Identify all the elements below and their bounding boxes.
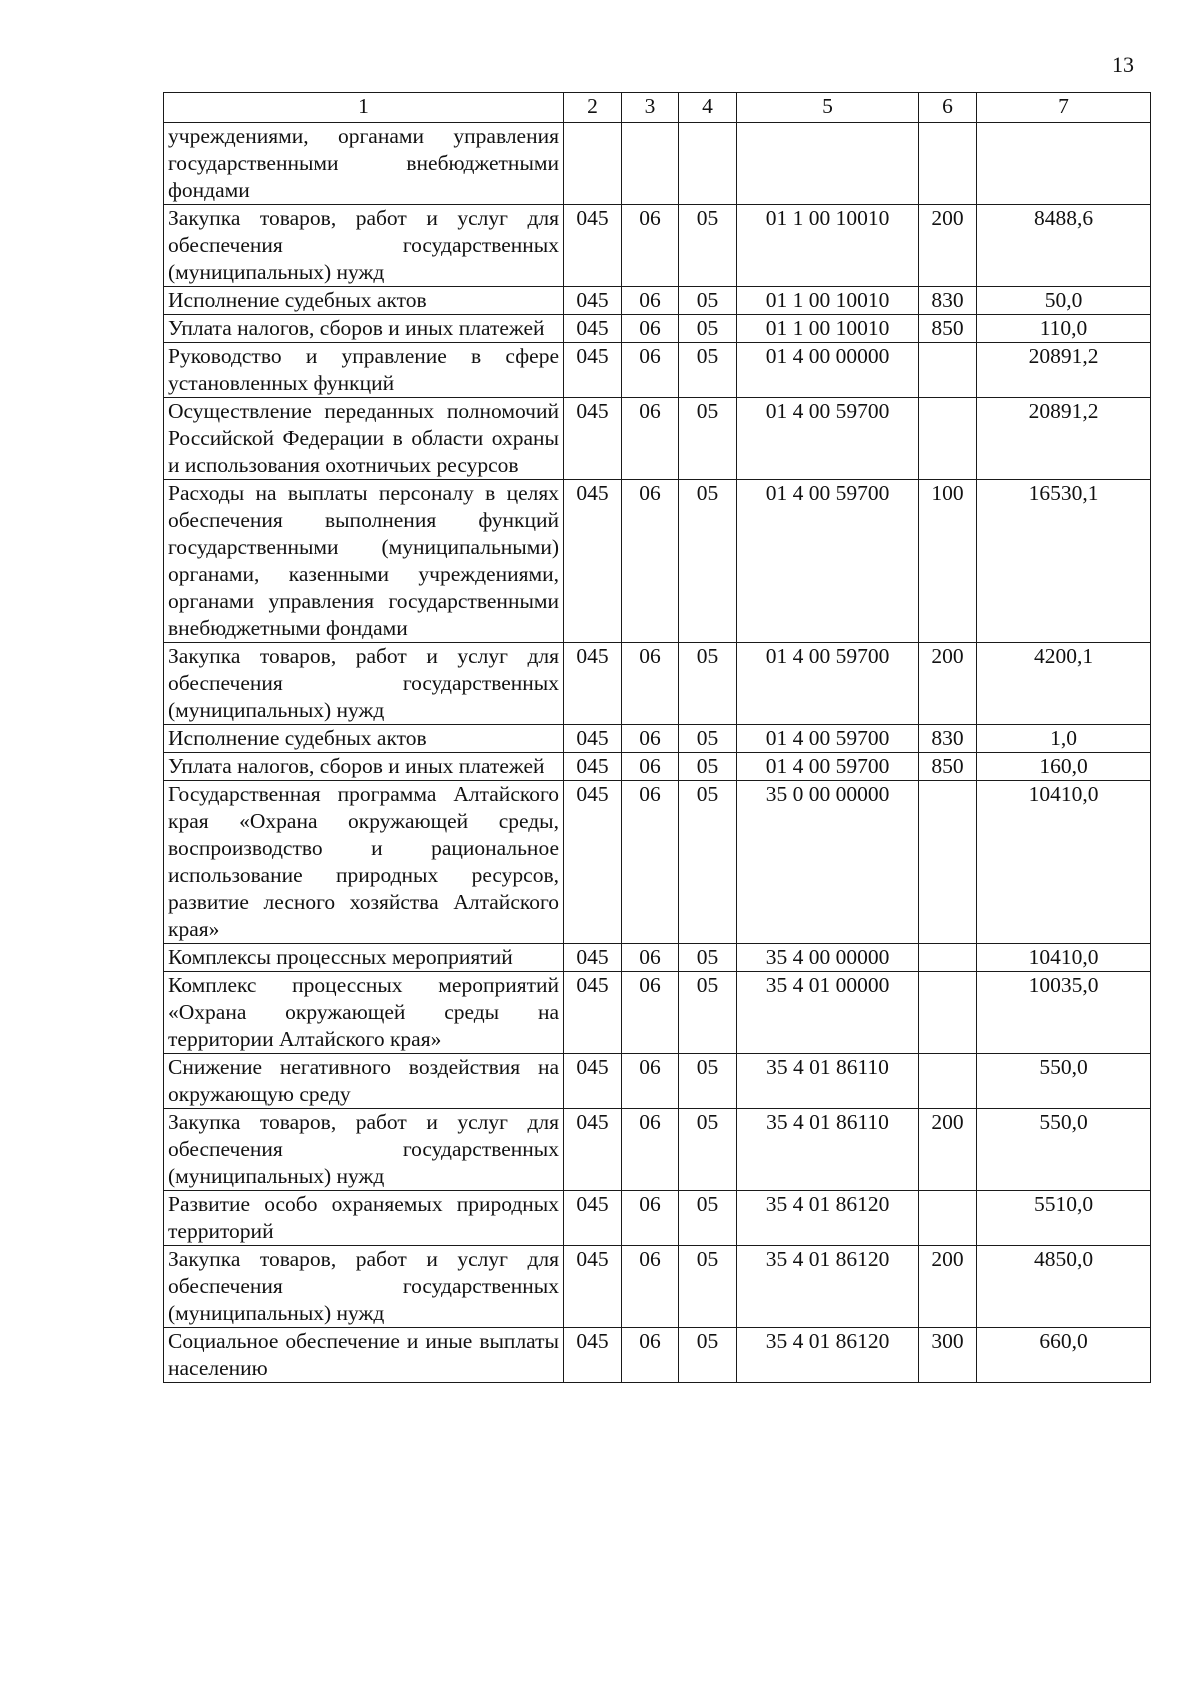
amount-cell — [977, 123, 1151, 205]
admin-code-cell: 045 — [564, 944, 622, 972]
target-article-cell: 35 4 01 86120 — [737, 1328, 919, 1383]
expense-name-cell: Социальное обеспечение и иные выплаты населению — [164, 1328, 564, 1383]
section-code-cell: 06 — [622, 1191, 679, 1246]
table-row — [164, 1328, 1151, 1383]
admin-code-cell: 045 — [564, 643, 622, 725]
expense-name-cell: Развитие особо охраняемых природных территорий — [164, 1191, 564, 1246]
table-row — [164, 1191, 1151, 1246]
table-row — [164, 205, 1151, 287]
target-article-cell: 01 4 00 59700 — [737, 753, 919, 781]
subsection-code-cell: 05 — [679, 781, 737, 944]
table-row — [164, 972, 1151, 1054]
expense-type-cell — [919, 1191, 977, 1246]
expense-type-cell — [919, 343, 977, 398]
subsection-code-cell: 05 — [679, 944, 737, 972]
expense-type-cell — [919, 1054, 977, 1109]
table-row — [164, 1054, 1151, 1109]
target-article-cell: 35 4 01 86110 — [737, 1109, 919, 1191]
target-article-cell: 01 4 00 59700 — [737, 643, 919, 725]
expense-name-cell: учреждениями, органами управления государственными внебюджетными фондами — [164, 123, 564, 205]
amount-cell: 160,0 — [977, 753, 1151, 781]
section-code-cell: 06 — [622, 480, 679, 643]
target-article-cell: 35 4 01 00000 — [737, 972, 919, 1054]
expense-type-cell: 200 — [919, 643, 977, 725]
amount-cell: 10410,0 — [977, 944, 1151, 972]
section-code-cell: 06 — [622, 315, 679, 343]
target-article-cell: 35 4 01 86120 — [737, 1246, 919, 1328]
target-article-cell: 01 4 00 59700 — [737, 725, 919, 753]
column-header-subsection: 4 — [679, 93, 737, 123]
expense-type-cell: 830 — [919, 287, 977, 315]
expense-name-cell: Закупка товаров, работ и услуг для обеспечения государственных (муниципальных) нужд — [164, 1246, 564, 1328]
amount-cell: 660,0 — [977, 1328, 1151, 1383]
expense-name-cell: Закупка товаров, работ и услуг для обеспечения государственных (муниципальных) нужд — [164, 205, 564, 287]
table-row — [164, 1246, 1151, 1328]
amount-cell: 8488,6 — [977, 205, 1151, 287]
section-code-cell: 06 — [622, 205, 679, 287]
admin-code-cell: 045 — [564, 753, 622, 781]
column-header-type: 6 — [919, 93, 977, 123]
expense-type-cell — [919, 398, 977, 480]
section-code-cell: 06 — [622, 287, 679, 315]
expense-type-cell: 850 — [919, 315, 977, 343]
expense-name-cell: Руководство и управление в сфере установленных функций — [164, 343, 564, 398]
target-article-cell: 35 4 01 86120 — [737, 1191, 919, 1246]
admin-code-cell: 045 — [564, 1191, 622, 1246]
amount-cell: 550,0 — [977, 1109, 1151, 1191]
expense-type-cell — [919, 781, 977, 944]
expense-name-cell: Закупка товаров, работ и услуг для обеспечения государственных (муниципальных) нужд — [164, 643, 564, 725]
expense-type-cell: 200 — [919, 1246, 977, 1328]
subsection-code-cell: 05 — [679, 480, 737, 643]
section-code-cell: 06 — [622, 1109, 679, 1191]
column-header-amount: 7 — [977, 93, 1151, 123]
table-header — [164, 93, 1151, 123]
amount-cell: 20891,2 — [977, 343, 1151, 398]
admin-code-cell: 045 — [564, 1054, 622, 1109]
table-row — [164, 944, 1151, 972]
target-article-cell: 01 4 00 59700 — [737, 480, 919, 643]
target-article-cell: 35 4 00 00000 — [737, 944, 919, 972]
expense-name-cell: Государственная программа Алтайского края «Охрана окружающей среды, воспроизводство и рациональное использование природных ресурсов, развитие лесного хозяйства Алтайского края» — [164, 781, 564, 944]
amount-cell: 16530,1 — [977, 480, 1151, 643]
target-article-cell: 01 4 00 00000 — [737, 343, 919, 398]
subsection-code-cell — [679, 123, 737, 205]
expense-name-cell: Закупка товаров, работ и услуг для обеспечения государственных (муниципальных) нужд — [164, 1109, 564, 1191]
section-code-cell: 06 — [622, 781, 679, 944]
target-article-cell: 01 1 00 10010 — [737, 205, 919, 287]
expense-type-cell: 200 — [919, 205, 977, 287]
subsection-code-cell: 05 — [679, 1246, 737, 1328]
expense-name-cell: Снижение негативного воздействия на окружающую среду — [164, 1054, 564, 1109]
section-code-cell: 06 — [622, 1246, 679, 1328]
subsection-code-cell: 05 — [679, 287, 737, 315]
amount-cell: 550,0 — [977, 1054, 1151, 1109]
expense-name-cell: Комплексы процессных мероприятий — [164, 944, 564, 972]
amount-cell: 50,0 — [977, 287, 1151, 315]
section-code-cell: 06 — [622, 972, 679, 1054]
section-code-cell: 06 — [622, 753, 679, 781]
amount-cell: 1,0 — [977, 725, 1151, 753]
amount-cell: 10410,0 — [977, 781, 1151, 944]
admin-code-cell: 045 — [564, 398, 622, 480]
subsection-code-cell: 05 — [679, 753, 737, 781]
section-code-cell: 06 — [622, 1328, 679, 1383]
admin-code-cell: 045 — [564, 781, 622, 944]
table-row — [164, 287, 1151, 315]
column-header-admin: 2 — [564, 93, 622, 123]
expense-type-cell: 200 — [919, 1109, 977, 1191]
subsection-code-cell: 05 — [679, 972, 737, 1054]
target-article-cell: 01 1 00 10010 — [737, 287, 919, 315]
subsection-code-cell: 05 — [679, 1191, 737, 1246]
table-row — [164, 315, 1151, 343]
section-code-cell: 06 — [622, 944, 679, 972]
section-code-cell: 06 — [622, 725, 679, 753]
section-code-cell — [622, 123, 679, 205]
table-row — [164, 753, 1151, 781]
page-number: 13 — [1112, 52, 1134, 77]
admin-code-cell: 045 — [564, 1109, 622, 1191]
expense-name-cell: Уплата налогов, сборов и иных платежей — [164, 315, 564, 343]
subsection-code-cell: 05 — [679, 725, 737, 753]
admin-code-cell — [564, 123, 622, 205]
target-article-cell: 35 0 00 00000 — [737, 781, 919, 944]
admin-code-cell: 045 — [564, 205, 622, 287]
expense-type-cell: 850 — [919, 753, 977, 781]
expense-type-cell — [919, 123, 977, 205]
admin-code-cell: 045 — [564, 1328, 622, 1383]
expense-name-cell: Комплекс процессных мероприятий «Охрана окружающей среды на территории Алтайского края» — [164, 972, 564, 1054]
subsection-code-cell: 05 — [679, 398, 737, 480]
target-article-cell — [737, 123, 919, 205]
amount-cell: 5510,0 — [977, 1191, 1151, 1246]
admin-code-cell: 045 — [564, 343, 622, 398]
expense-name-cell: Исполнение судебных актов — [164, 287, 564, 315]
amount-cell: 4200,1 — [977, 643, 1151, 725]
target-article-cell: 01 1 00 10010 — [737, 315, 919, 343]
amount-cell: 20891,2 — [977, 398, 1151, 480]
expense-type-cell: 830 — [919, 725, 977, 753]
section-code-cell: 06 — [622, 398, 679, 480]
expense-name-cell: Уплата налогов, сборов и иных платежей — [164, 753, 564, 781]
table-row — [164, 1109, 1151, 1191]
amount-cell: 4850,0 — [977, 1246, 1151, 1328]
section-code-cell: 06 — [622, 1054, 679, 1109]
admin-code-cell: 045 — [564, 972, 622, 1054]
section-code-cell: 06 — [622, 343, 679, 398]
admin-code-cell: 045 — [564, 1246, 622, 1328]
admin-code-cell: 045 — [564, 287, 622, 315]
target-article-cell: 35 4 01 86110 — [737, 1054, 919, 1109]
expense-name-cell: Осуществление переданных полномочий Российской Федерации в области охраны и использования охотничьих ресурсов — [164, 398, 564, 480]
table-row — [164, 123, 1151, 205]
subsection-code-cell: 05 — [679, 643, 737, 725]
table-row — [164, 725, 1151, 753]
column-header-target: 5 — [737, 93, 919, 123]
admin-code-cell: 045 — [564, 480, 622, 643]
expense-type-cell: 300 — [919, 1328, 977, 1383]
budget-table — [163, 92, 1151, 1383]
subsection-code-cell: 05 — [679, 343, 737, 398]
subsection-code-cell: 05 — [679, 1054, 737, 1109]
subsection-code-cell: 05 — [679, 1109, 737, 1191]
table-row — [164, 398, 1151, 480]
section-code-cell: 06 — [622, 643, 679, 725]
subsection-code-cell: 05 — [679, 1328, 737, 1383]
column-header-section: 3 — [622, 93, 679, 123]
expense-type-cell — [919, 944, 977, 972]
amount-cell: 10035,0 — [977, 972, 1151, 1054]
target-article-cell: 01 4 00 59700 — [737, 398, 919, 480]
table-row — [164, 480, 1151, 643]
subsection-code-cell: 05 — [679, 205, 737, 287]
table-row — [164, 643, 1151, 725]
admin-code-cell: 045 — [564, 315, 622, 343]
admin-code-cell: 045 — [564, 725, 622, 753]
table-row — [164, 343, 1151, 398]
expense-type-cell: 100 — [919, 480, 977, 643]
subsection-code-cell: 05 — [679, 315, 737, 343]
expense-name-cell: Расходы на выплаты персоналу в целях обеспечения выполнения функций государственными (муниципальными) органами, казенными учреждениями, органами управления государственными внебюджетными фондами — [164, 480, 564, 643]
amount-cell: 110,0 — [977, 315, 1151, 343]
column-header-name: 1 — [164, 93, 564, 123]
expense-name-cell: Исполнение судебных актов — [164, 725, 564, 753]
expense-type-cell — [919, 972, 977, 1054]
table-row — [164, 781, 1151, 944]
table-body — [164, 123, 1151, 1383]
header-row — [164, 93, 1151, 123]
